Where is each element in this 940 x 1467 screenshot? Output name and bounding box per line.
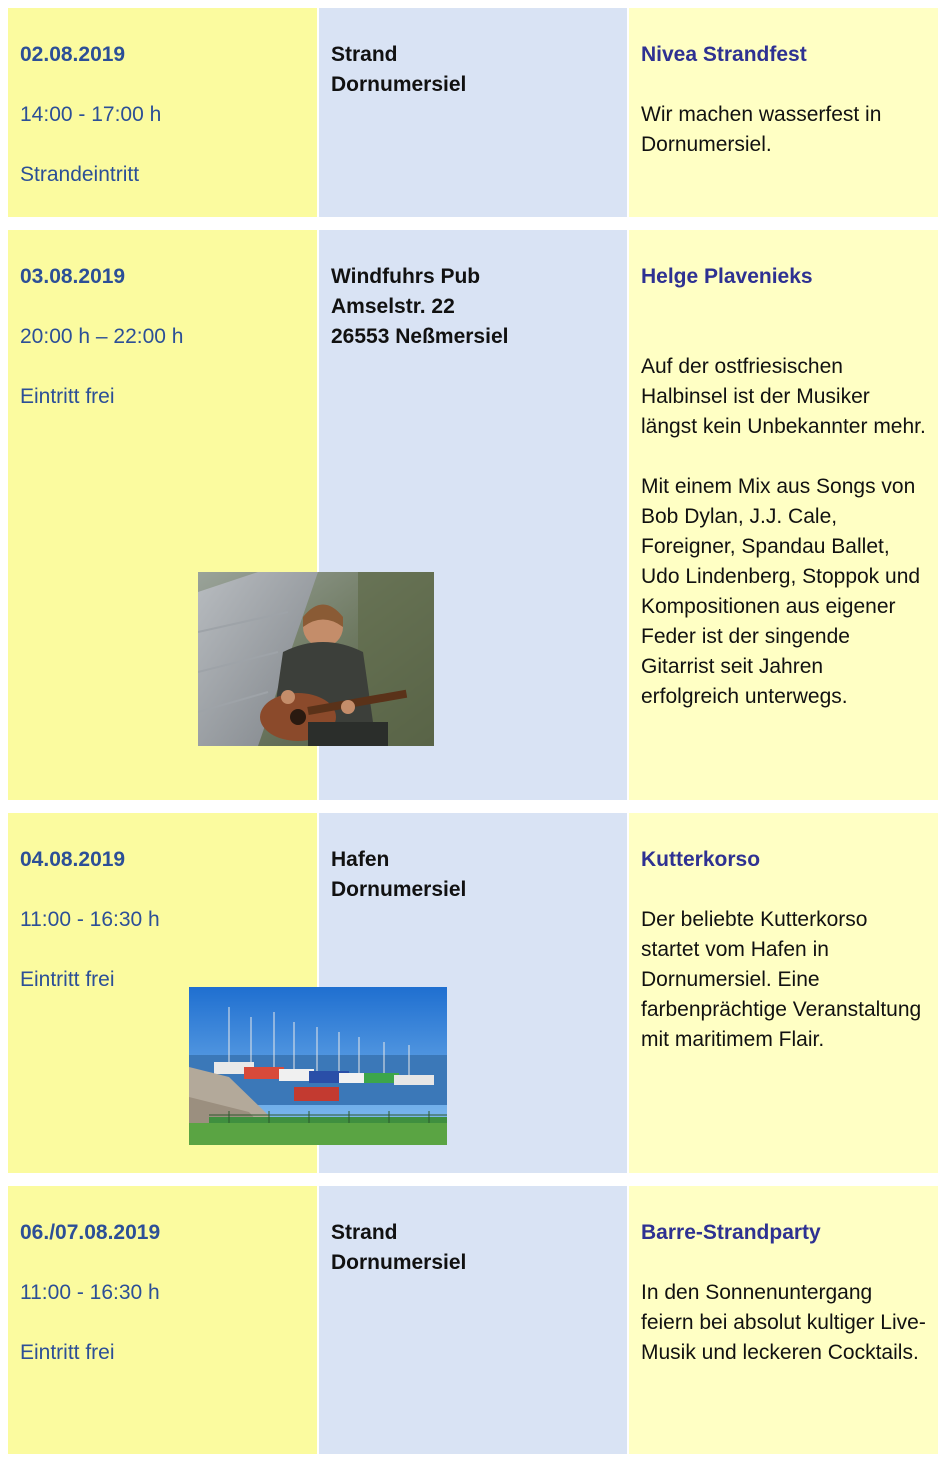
event-description-cell <box>629 230 938 800</box>
event-row <box>8 813 938 1173</box>
harbour-photo <box>189 987 447 1145</box>
event-title: Kutterkorso <box>641 848 761 871</box>
event-date: 04.08.2019 <box>20 848 126 871</box>
event-fee: Eintritt frei <box>20 968 115 991</box>
event-time: 11:00 - 16:30 h <box>20 1281 160 1304</box>
event-date-cell <box>8 8 317 217</box>
event-location-cell <box>319 1186 627 1454</box>
event-location: Hafen Dornumersiel <box>331 848 467 901</box>
event-title: Barre-Strandparty <box>641 1221 821 1244</box>
event-description-cell <box>629 1186 938 1454</box>
event-location: Strand Dornumersiel <box>331 1221 467 1274</box>
event-title: Nivea Strandfest <box>641 43 807 66</box>
event-description-cell <box>629 813 938 1173</box>
event-date: 02.08.2019 <box>20 43 126 66</box>
event-description-cell <box>629 8 938 217</box>
event-time: 20:00 h – 22:00 h <box>20 325 184 348</box>
event-time: 14:00 - 17:00 h <box>20 103 162 126</box>
event-fee: Eintritt frei <box>20 1341 115 1364</box>
event-description: Wir machen wasserfest in Dornumersiel. <box>641 103 882 156</box>
event-date: 06./07.08.2019 <box>20 1221 161 1244</box>
event-title: Helge Plavenieks <box>641 265 813 288</box>
event-description: Der beliebte Kutterkorso startet vom Hafen in Dornumersiel. Eine farbenprächtige Veranstaltung mit maritimem Flair. <box>641 908 922 1051</box>
event-location: Strand Dornumersiel <box>331 43 467 96</box>
event-description: Auf der ostfriesischen Halbinsel ist der Musiker längst kein Unbekannter mehr. <box>641 355 926 438</box>
event-row <box>8 230 938 800</box>
event-date: 03.08.2019 <box>20 265 126 288</box>
event-location: Windfuhrs Pub Amselstr. 22 26553 Neßmersiel <box>331 265 509 348</box>
event-fee: Eintritt frei <box>20 385 115 408</box>
event-location-cell <box>319 8 627 217</box>
event-row <box>8 8 938 217</box>
event-row <box>8 1186 938 1454</box>
event-fee: Strandeintritt <box>20 163 140 186</box>
event-time: 11:00 - 16:30 h <box>20 908 160 931</box>
event-date-cell <box>8 1186 317 1454</box>
musician-photo <box>198 572 434 746</box>
event-description-2: Mit einem Mix aus Songs von Bob Dylan, J.J. Cale, Foreigner, Spandau Ballet, Udo Lindenberg, Stoppok und Kompositionen aus eigener Feder ist der singende Gitarrist seit Jahren erfolgreich unterwegs. <box>641 475 921 708</box>
event-description: In den Sonnenuntergang feiern bei absolut kultiger Live-Musik und leckeren Cocktails. <box>641 1281 926 1364</box>
